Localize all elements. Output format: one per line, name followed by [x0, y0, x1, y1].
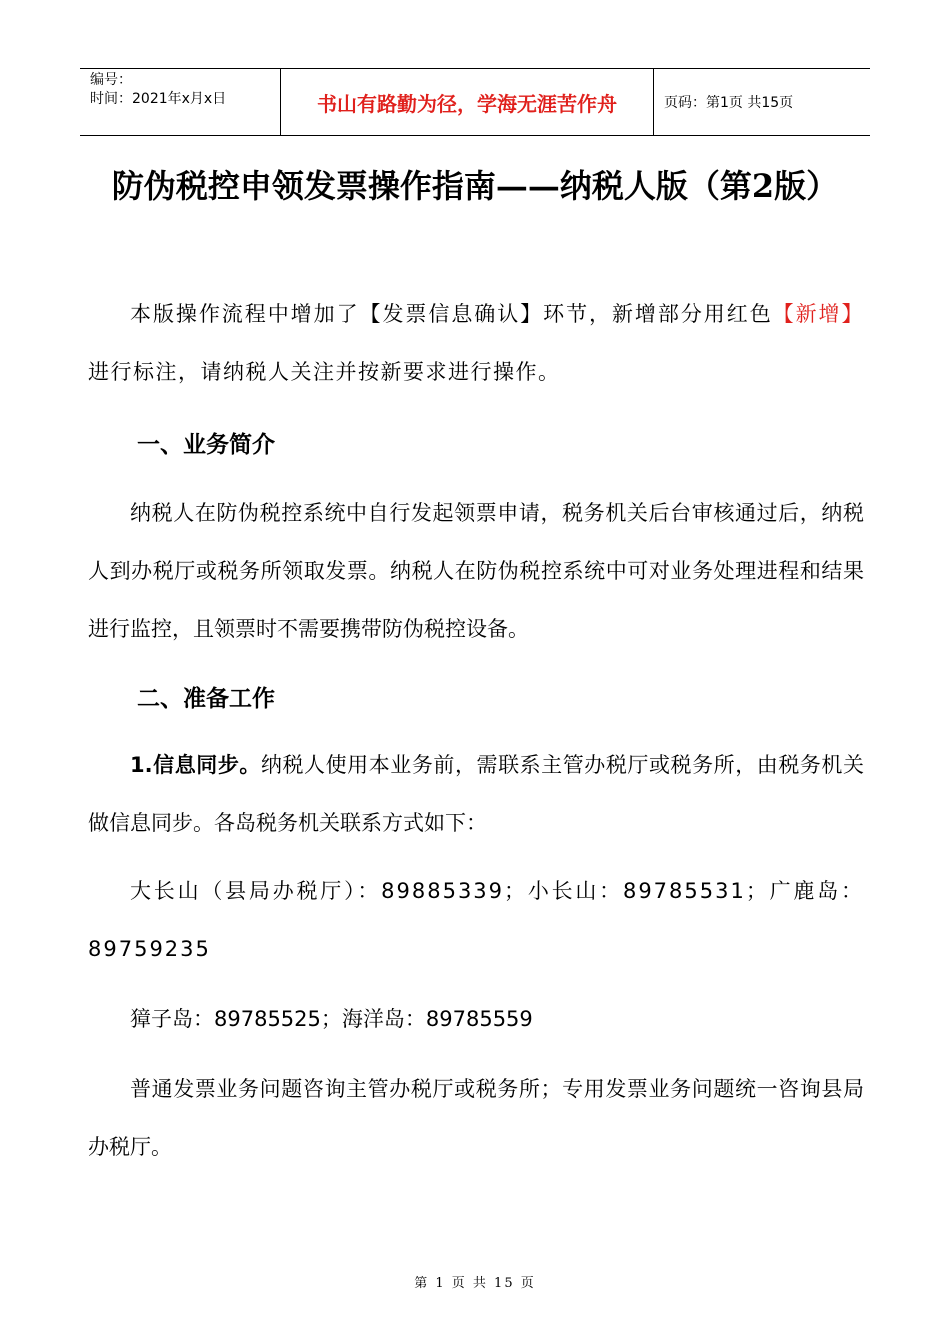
- overview-paragraph: 纳税人在防伪税控系统中自行发起领票申请，税务机关后台审核通过后，纳税人到办税厅或税务所领取发票。纳税人在防伪税控系统中可对业务处理进程和结果进行监控，且领票时不需要携带防伪税控设备。: [88, 501, 864, 641]
- page-footer: 第 1 页 共 15 页: [414, 1276, 536, 1291]
- document-title: 防伪税控申领发票操作指南——纳税人版（第2版）: [111, 167, 839, 205]
- contacts-line-2: 獐子岛：89785525；海洋岛：89785559: [130, 1007, 533, 1031]
- info-sync-text: 纳税人使用本业务前，需联系主管办税厅或税务所，由税务机关做信息同步。各岛税务机关联系方式如下：: [88, 753, 864, 835]
- header-page-info: 页码：第1页 共15页: [664, 95, 794, 111]
- intro-text-part1: 本版操作流程中增加了【发票信息确认】环节，新增部分用红色: [130, 302, 773, 326]
- info-sync-lead: 1.信息同步。: [130, 753, 261, 777]
- document-number-label: 编号：: [90, 72, 132, 88]
- document-header: [80, 68, 870, 136]
- consult-note-paragraph: 普通发票业务问题咨询主管办税厅或税务所；专用发票业务问题统一咨询县局办税厅。: [88, 1077, 864, 1159]
- intro-text-part2: 进行标注，请纳税人关注并按新要求进行操作。: [88, 360, 561, 384]
- document-date-label: 时间：2021年x月x日: [90, 91, 227, 107]
- header-motto: 书山有路勤为径，学海无涯苦作舟: [281, 69, 654, 135]
- section-heading-overview: 一、业务简介: [137, 432, 275, 458]
- contacts-line-1: 大长山（县局办税厅）：89885339；小长山：89785531；广鹿岛：89759235: [88, 879, 864, 961]
- new-tag-label: 【新增】: [772, 302, 865, 326]
- section-heading-preparation: 二、准备工作: [137, 686, 275, 712]
- intro-paragraph: [88, 285, 864, 401]
- info-sync-paragraph: [88, 736, 864, 852]
- header-meta: [80, 69, 281, 135]
